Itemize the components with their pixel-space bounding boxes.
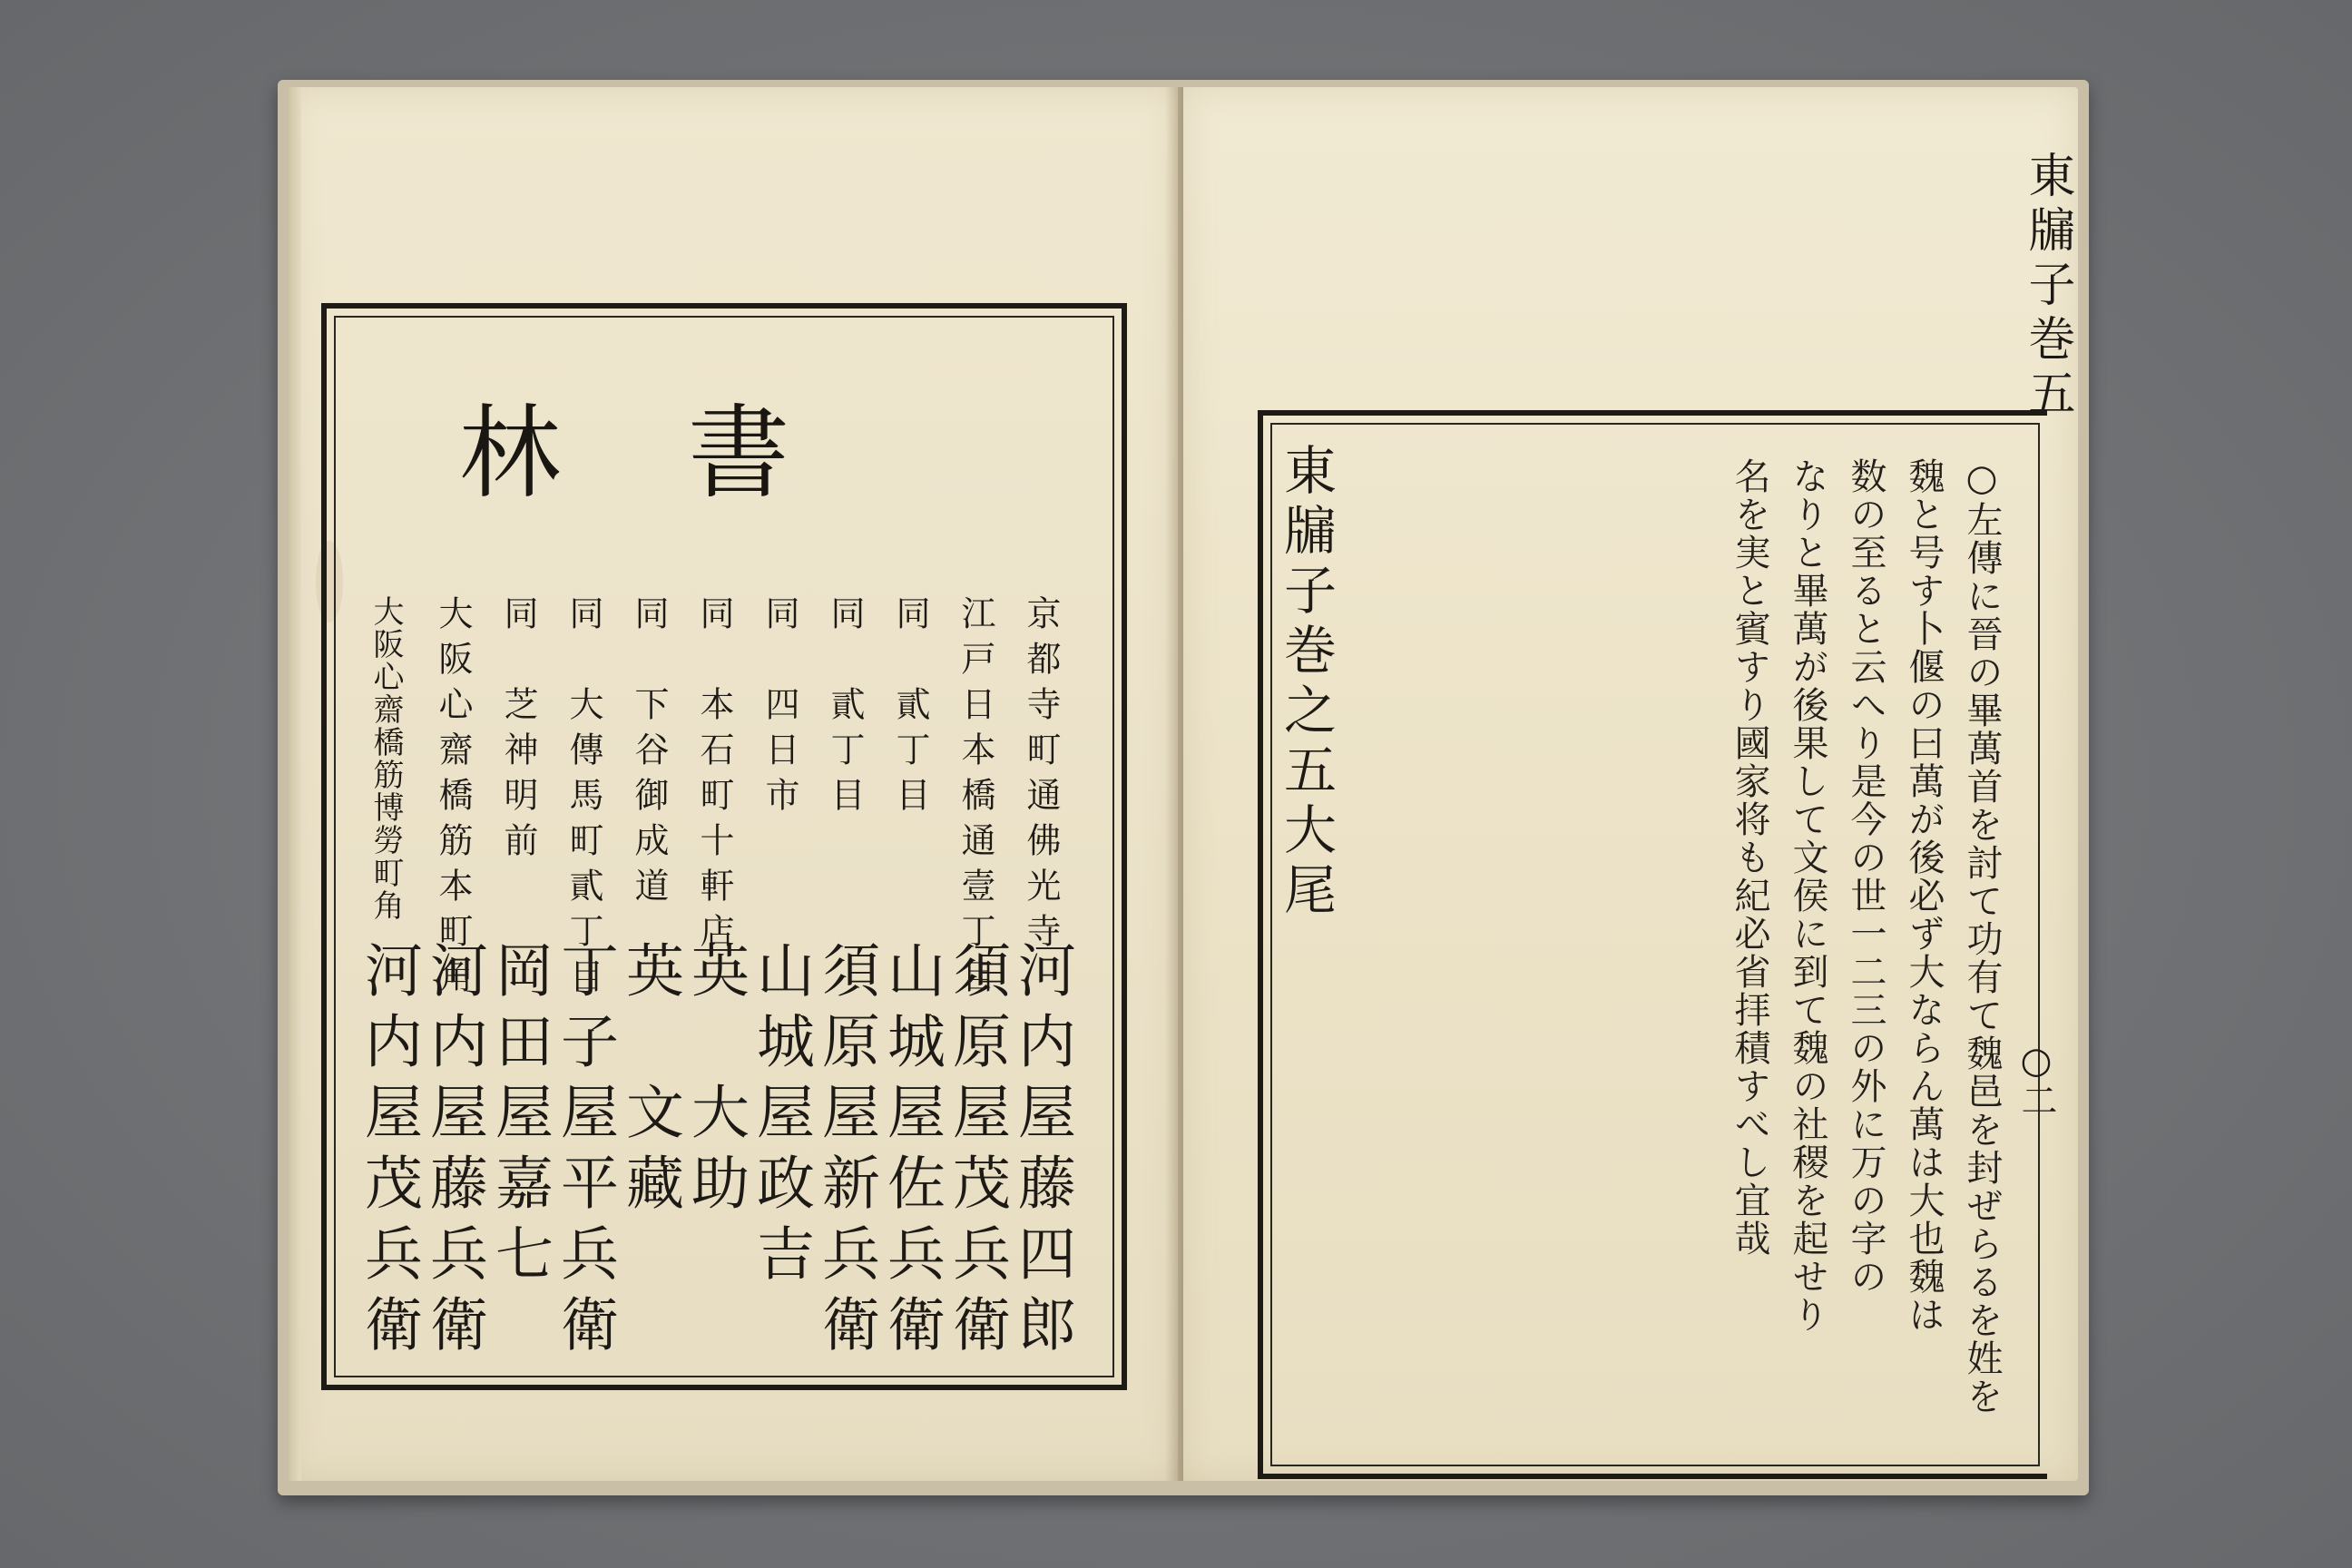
publisher-name: 須原屋茂兵衛: [943, 940, 1010, 1365]
publisher-address: 同 貳丁目: [890, 595, 930, 822]
text-column: ○左傳に晉の畢萬首を討て功有て魏邑を封ぜらるを姓を: [1961, 457, 2003, 1416]
text-column: 名を実と賓すり國家将も紀必省拝積すべし宜哉: [1729, 457, 1770, 1258]
publisher-name: 丁子屋平兵衛: [551, 940, 618, 1365]
publisher-address: 京都寺町通佛光寺: [1021, 595, 1061, 958]
publisher-address: 大阪心齋橋筋博勞町角: [368, 595, 404, 922]
publisher-address: 同 芝神明前: [498, 595, 538, 867]
publisher-address: 大阪心齋橋筋本町角: [433, 595, 473, 1004]
publisher-name: 英 文藏: [616, 940, 683, 1223]
page-edge: [289, 87, 301, 1481]
publisher-address: 同 本石町十軒店: [694, 595, 734, 958]
publisher-name: 河内屋藤兵衛: [420, 940, 487, 1365]
publisher-address: 同 大傳馬町貳丁目: [564, 595, 603, 1004]
publisher-address: 同 貳丁目: [825, 595, 865, 822]
publisher-name: 須原屋新兵衛: [812, 940, 879, 1365]
text-column: なりと畢萬が後果して文侯に到て魏の社稷を起せり: [1787, 457, 1828, 1334]
page-edge-title: 東牖子巻五: [2020, 151, 2074, 423]
publisher-name: 河内屋茂兵衛: [355, 940, 422, 1365]
publisher-address: 同 四日市: [760, 595, 799, 822]
volume-end-title: 東牖子巻之五大尾: [1275, 443, 1337, 922]
text-column: 数の至ると云へり是今の世一二三の外に万の字の: [1845, 457, 1886, 1296]
publisher-address: 同 下谷御成道: [629, 595, 669, 913]
publisher-name: 英 大助: [681, 940, 749, 1223]
publisher-heading: 書林: [459, 395, 916, 513]
page-number: ○二: [2015, 1040, 2057, 1118]
open-book: [289, 87, 2078, 1485]
publisher-name: 山城屋佐兵衛: [877, 940, 945, 1365]
publisher-name: 河内屋藤四郎: [1008, 940, 1075, 1365]
text-column: 魏と号す卜偃の曰萬が後必ず大ならん萬は大也魏は: [1903, 457, 1945, 1334]
publisher-name: 山城屋政吉: [747, 940, 814, 1294]
publisher-address: 江戸日本橋通壹丁目: [956, 595, 995, 1004]
left-page: [289, 87, 1178, 1481]
publisher-name: 岡田屋嘉七: [485, 940, 553, 1294]
right-page: [1183, 87, 2078, 1481]
